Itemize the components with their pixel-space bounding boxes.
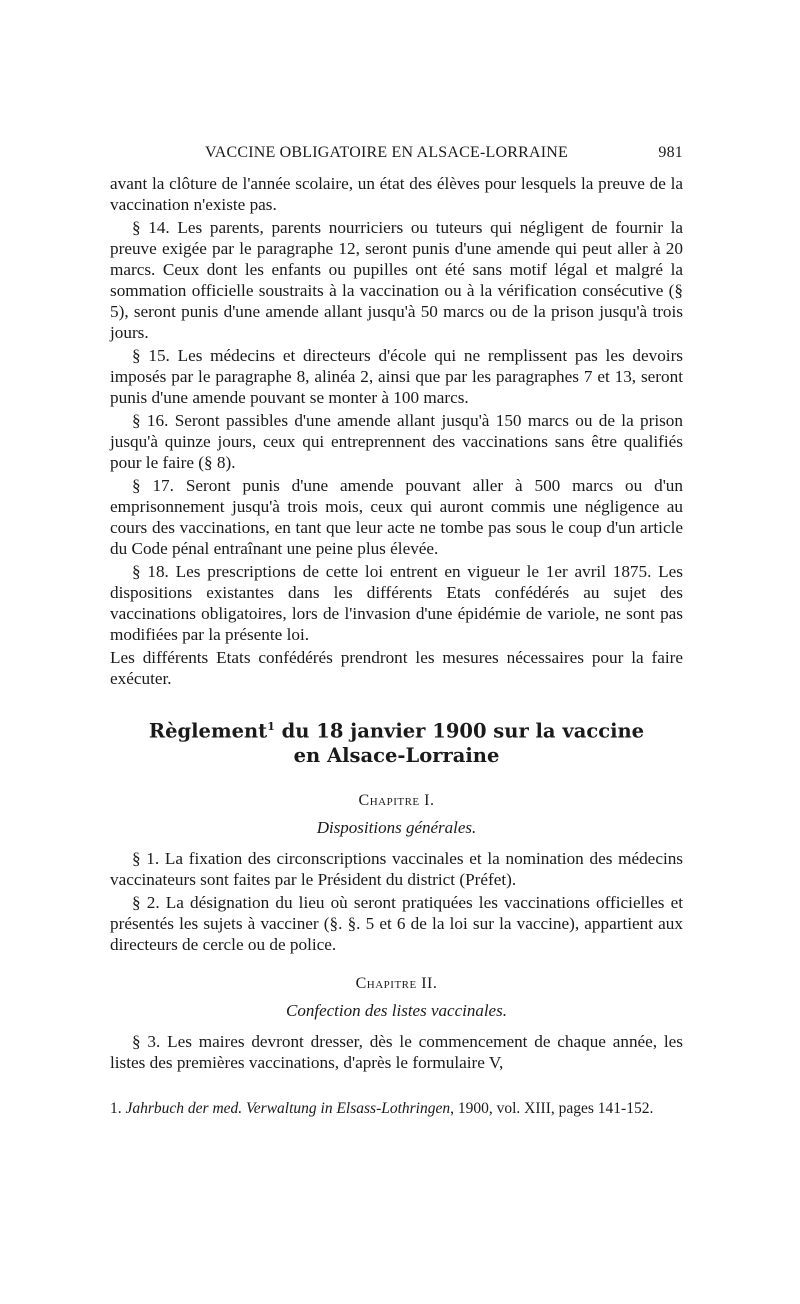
chapter-1-subtitle: Dispositions générales. bbox=[316, 817, 477, 837]
paragraph-section-15: § 15. Les médecins et directeurs d'école qui ne remplissent pas les devoirs imposés par le paragraphe 8, alinéa 2, ainsi que par les paragraphes 7 et 13, seront punis d'une amende pouvant se monter à 100 marcs. bbox=[110, 346, 683, 407]
paragraph-ch1-section-2: § 2. La désignation du lieu où seront pratiquées les vaccinations officielles et présentés les sujets à vacciner (§. §. 5 et 6 de la loi sur la vaccine), appartient aux directeurs de cercle ou de police. bbox=[110, 892, 683, 954]
paragraph-section-18: § 18. Les prescriptions de cette loi entrent en vigueur le 1er avril 1875. Les dispositions existantes dans les différents Etats confédérés au sujet des vaccinations obligatoires, lors de l'invasion d'une épidémie de variole, ne sont pas modifiées par la présente loi. bbox=[110, 562, 683, 644]
chapter-1-heading: Chapitre I. bbox=[358, 791, 435, 809]
paragraph-ch2-section-3: § 3. Les maires devront dresser, dès le commencement de chaque année, les listes des premières vaccinations, d'après le formulaire V, bbox=[110, 1031, 683, 1072]
regulation-title-rest: du 18 janvier 1900 sur la vaccine bbox=[274, 719, 645, 743]
paragraph-section-17: § 17. Seront punis d'une amende pouvant aller à 500 marcs ou d'un emprisonnement jusqu'à trois mois, ceux qui auront commis une négligence au cours des vaccinations, en tant que leur acte ne tombe pas sous le coup d'un article du Code pénal entraînant une peine plus élevée. bbox=[110, 476, 683, 558]
chapter-2-subtitle: Confection des listes vaccinales. bbox=[286, 1000, 507, 1020]
running-header bbox=[110, 142, 683, 163]
document-page bbox=[110, 142, 683, 1120]
paragraph-continuation: avant la clôture de l'année scolaire, un état des élèves pour lesquels la preuve de la vaccination n'existe pas. bbox=[110, 174, 683, 214]
paragraph-section-16: § 16. Seront passibles d'une amende allant jusqu'à 150 marcs ou de la prison jusqu'à quinze jours, ceux qui entreprennent des vaccinations sans être qualifiés pour le faire (§ 8). bbox=[110, 411, 683, 472]
regulation-title-word: Règlement bbox=[148, 719, 268, 743]
footnote-source: Jahrbuch der med. Verwaltung in Elsass-Lothringen bbox=[125, 1099, 451, 1117]
chapter-2-heading: Chapitre II. bbox=[355, 974, 438, 992]
regulation-title bbox=[110, 715, 683, 768]
paragraph-section-14: § 14. Les parents, parents nourriciers ou tuteurs qui négligent de fournir la preuve exigée par le paragraphe 12, seront punis d'une amende qui peut aller à 20 marcs. Ceux dont les enfants ou pupilles ont été sans motif légal et malgré la sommation officielle soustraits à la vaccination ou à la vérification consécutive (§ 5), seront punis d'une amende allant jusqu'à 50 marcs ou de la prison jusqu'à trois jours. bbox=[110, 218, 683, 342]
page-number: 981 bbox=[658, 144, 683, 161]
footnote-number: 1. bbox=[110, 1099, 122, 1117]
regulation-title-line1 bbox=[110, 715, 683, 744]
footnote-reference: 1 bbox=[267, 720, 275, 733]
footnote-details: , 1900, vol. XIII, pages 141-152. bbox=[450, 1099, 654, 1117]
paragraph-closing: Les différents Etats confédérés prendront les mesures nécessaires pour la faire exécuter. bbox=[110, 648, 683, 688]
footnote bbox=[110, 1099, 683, 1118]
paragraph-ch1-section-1: § 1. La fixation des circonscriptions vaccinales et la nomination des médecins vaccinateurs sont faites par le Président du district (Préfet). bbox=[110, 848, 683, 889]
regulation-title-line2: en Alsace-Lorraine bbox=[293, 743, 500, 767]
running-title: VACCINE OBLIGATOIRE EN ALSACE-LORRAINE bbox=[205, 144, 569, 161]
